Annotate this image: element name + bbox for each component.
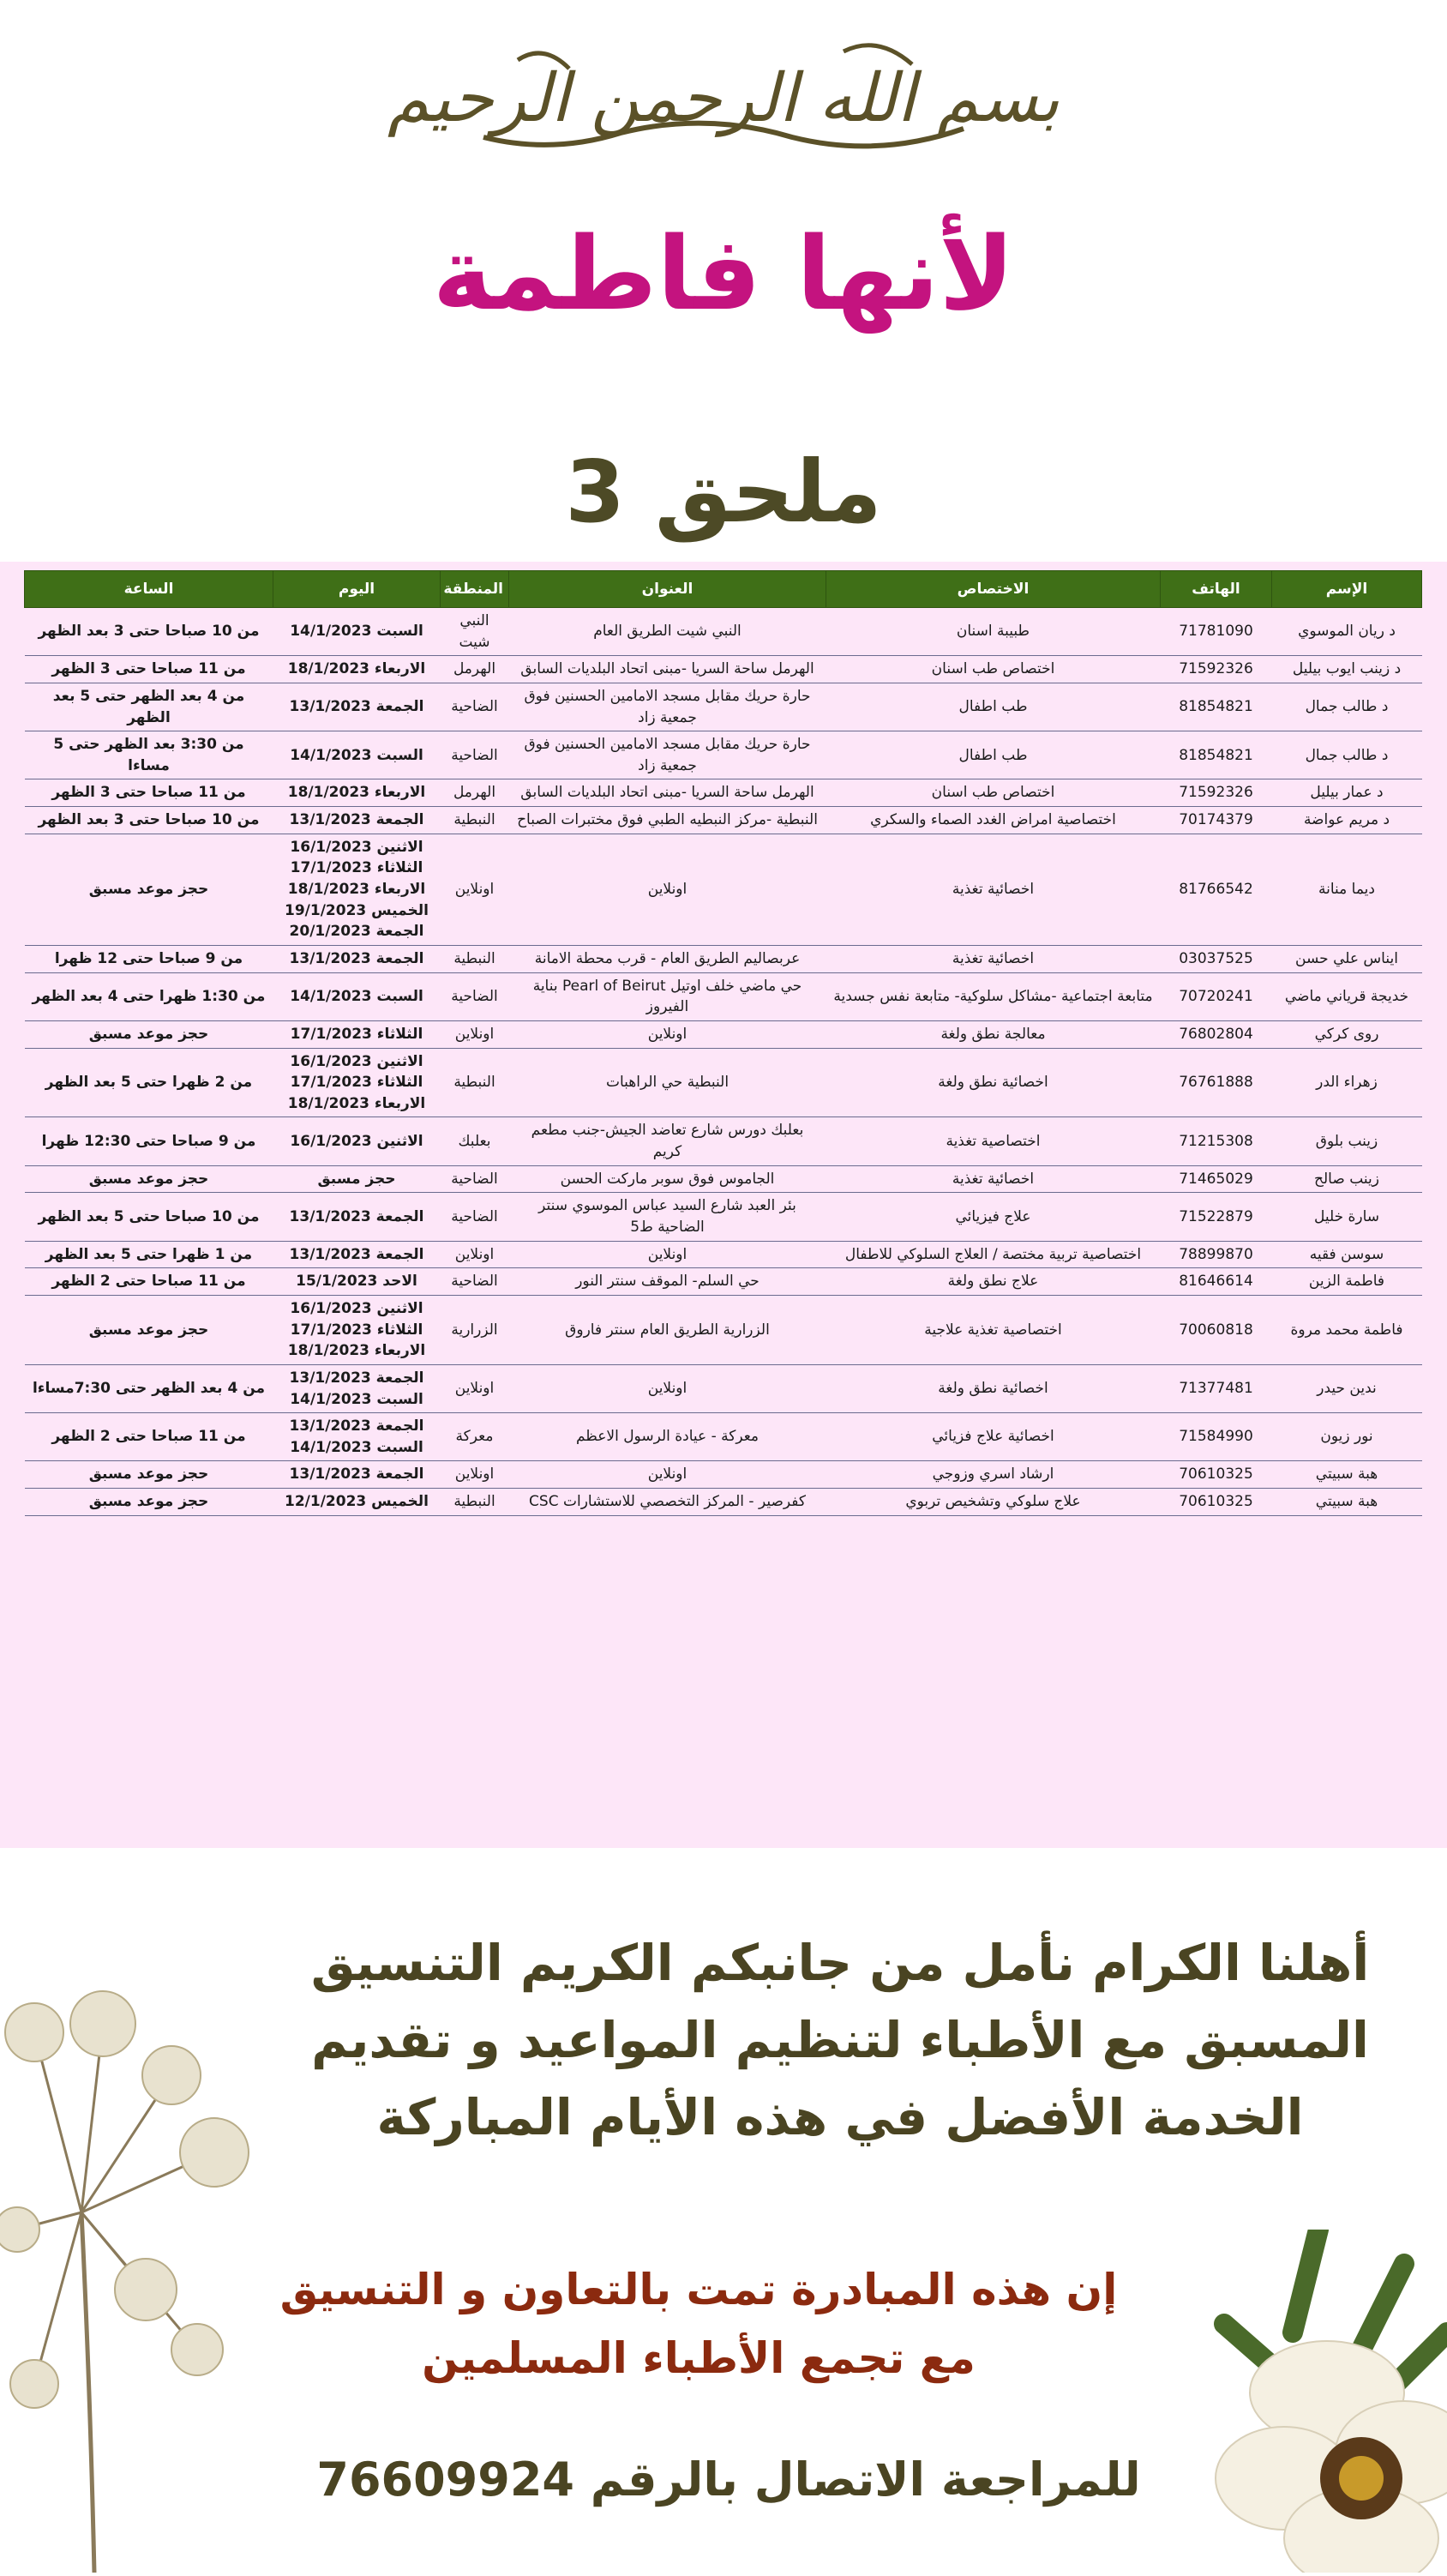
cell-area: الهرمل [441, 656, 509, 683]
cell-address: حارة حريك مقابل مسجد الامامين الحسنين فوق جمعية زاد [509, 731, 826, 779]
message-note: إن هذه المبادرة تمت بالتعاون و التنسيق مع تجمع الأطباء المسلمين [279, 2265, 1118, 2383]
cell-time: من 2 ظهرا حتى 5 بعد الظهر [25, 1048, 273, 1117]
day-line: حجز مسبق [317, 1170, 396, 1188]
cell-specialty: اخصائية تغذية [826, 1165, 1161, 1193]
cell-name: د طالب جمال [1272, 683, 1422, 731]
cell-address: الهرمل ساحة السريا -مبنى اتحاد البلديات السابق [509, 656, 826, 683]
day-line: الاثنين 16/1/2023 [290, 838, 423, 856]
cell-name: د طالب جمال [1272, 731, 1422, 779]
cell-phone: 71215308 [1161, 1117, 1272, 1165]
cell-name: د زينب ايوب بيليل [1272, 656, 1422, 683]
table-row [25, 1413, 1422, 1461]
cell-phone: 81854821 [1161, 731, 1272, 779]
day-line: الثلاثاء 17/1/2023 [290, 859, 423, 877]
table-row [25, 608, 1422, 656]
table-row [25, 1489, 1422, 1516]
cell-area: الهرمل [441, 779, 509, 807]
cell-specialty: اختصاصية امراض الغدد الصماء والسكري [826, 807, 1161, 834]
cell-address: حارة حريك مقابل مسجد الامامين الحسنين فوق جمعية زاد [509, 683, 826, 731]
cell-time: حجز موعد مسبق [25, 1461, 273, 1489]
cell-area: الضاحية [441, 972, 509, 1020]
dried-flower-illustration [0, 1955, 274, 2573]
cell-area: الضاحية [441, 1165, 509, 1193]
doctors-table [24, 570, 1422, 1516]
cell-time: من 9 صباحا حتى 12 ظهرا [25, 945, 273, 972]
day-line: الجمعة 13/1/2023 [289, 1245, 424, 1263]
message-body: أهلنا الكرام نأمل من جانبكم الكريم التنسيق المسبق مع الأطباء لتنظيم المواعيد و تقديم الخدمة الأفضل في هذه الأيام المباركة [310, 1934, 1370, 2146]
cell-day [273, 972, 441, 1020]
table-header-row [25, 571, 1422, 608]
cell-address: الهرمل ساحة السريا -مبنى اتحاد البلديات السابق [509, 779, 826, 807]
cell-name: زينب بلوق [1272, 1117, 1422, 1165]
page-subtitle: ملحق 3 [565, 442, 882, 542]
cell-area: الضاحية [441, 683, 509, 731]
cell-address: عربصاليم الطريق العام - قرب محطة الامانة [509, 945, 826, 972]
cell-name: خديجة قرياني ماضي [1272, 972, 1422, 1020]
cell-address: معركة - عيادة الرسول الاعظم [509, 1413, 826, 1461]
cell-day [273, 1117, 441, 1165]
cell-time: من 10 صباحا حتى 3 بعد الظهر [25, 608, 273, 656]
table-row [25, 683, 1422, 731]
cell-day [273, 945, 441, 972]
cell-area: معركة [441, 1413, 509, 1461]
cell-address: النبطية -مركز النبطيه الطبي فوق مختبرات الصباح [509, 807, 826, 834]
table-row [25, 1117, 1422, 1165]
col-header-day: اليوم [273, 571, 441, 608]
cell-day [273, 731, 441, 779]
cell-address: بئر العبد شارع السيد عباس الموسوي سنتر الضاحية ط5 [509, 1193, 826, 1241]
day-line: السبت 14/1/2023 [290, 1438, 423, 1456]
cell-day [273, 1193, 441, 1241]
cell-name: د عمار بيليل [1272, 779, 1422, 807]
cell-specialty: اختصاص طب اسنان [826, 779, 1161, 807]
cell-phone: 71781090 [1161, 608, 1272, 656]
table-row [25, 807, 1422, 834]
day-line: الاربعاء 18/1/2023 [287, 784, 426, 802]
day-line: الاربعاء 18/1/2023 [287, 881, 426, 899]
cell-day [273, 1461, 441, 1489]
cell-time: من 10 صباحا حتى 5 بعد الظهر [25, 1193, 273, 1241]
cell-day [273, 1020, 441, 1048]
cell-address: الجاموس فوق سوبر ماركت الحسن [509, 1165, 826, 1193]
day-line: السبت 14/1/2023 [290, 987, 423, 1005]
cell-address: النبطية حي الراهبات [509, 1048, 826, 1117]
cell-phone: 78899870 [1161, 1241, 1272, 1268]
cell-day [273, 608, 441, 656]
cell-name: فاطمة محمد مروة [1272, 1295, 1422, 1364]
cell-day [273, 656, 441, 683]
cell-day [273, 1364, 441, 1412]
cell-specialty: اخصائية تغذية [826, 945, 1161, 972]
cell-time: من 1 ظهرا حتى 5 بعد الظهر [25, 1241, 273, 1268]
cell-specialty: ارشاد اسري وزوجي [826, 1461, 1161, 1489]
day-line: الاربعاء 18/1/2023 [287, 1342, 426, 1360]
day-line: الاثنين 16/1/2023 [290, 1299, 423, 1317]
cell-address: حي السلم- الموقف سنتر النور [509, 1268, 826, 1296]
cell-phone: 76761888 [1161, 1048, 1272, 1117]
cell-area: اونلاين [441, 834, 509, 945]
cell-time: حجز موعد مسبق [25, 834, 273, 945]
col-header-phone: الهاتف [1161, 571, 1272, 608]
cell-day [273, 1295, 441, 1364]
day-line: الجمعة 13/1/2023 [289, 698, 424, 716]
cell-name: هبة سبيتي [1272, 1489, 1422, 1516]
cell-name: هبة سبيتي [1272, 1461, 1422, 1489]
cell-time: حجز موعد مسبق [25, 1489, 273, 1516]
cell-name: د ريان الموسوي [1272, 608, 1422, 656]
cell-name: سارة خليل [1272, 1193, 1422, 1241]
cell-time: من 3:30 بعد الظهر حتى 5 مساءا [25, 731, 273, 779]
table-row [25, 1241, 1422, 1268]
day-line: الجمعة 13/1/2023 [289, 811, 424, 829]
doctors-table-panel [0, 562, 1447, 1848]
page-title: لأنها فاطمة [432, 214, 1015, 333]
cell-address: النبي شيت الطريق العام [509, 608, 826, 656]
day-line: السبت 14/1/2023 [290, 623, 423, 641]
day-line: الجمعة 13/1/2023 [289, 1417, 424, 1435]
col-header-name: الإسم [1272, 571, 1422, 608]
cell-phone: 03037525 [1161, 945, 1272, 972]
cell-address: اونلاين [509, 834, 826, 945]
cell-time: من 10 صباحا حتى 3 بعد الظهر [25, 807, 273, 834]
table-row [25, 656, 1422, 683]
white-flower-illustration [1190, 2230, 1447, 2573]
day-line: الخميس 19/1/2023 [285, 901, 429, 919]
cell-name: فاطمة الزين [1272, 1268, 1422, 1296]
cell-specialty: اختصاص طب اسنان [826, 656, 1161, 683]
cell-area: الضاحية [441, 1193, 509, 1241]
day-line: الاربعاء 18/1/2023 [287, 660, 426, 678]
cell-specialty: علاج سلوكي وتشخيص تربوي [826, 1489, 1161, 1516]
cell-time: من 11 صباحا حتى 2 الظهر [25, 1268, 273, 1296]
cell-name: روى كركي [1272, 1020, 1422, 1048]
basmala-text: بسم الله الرحمن الرحيم [387, 60, 1060, 137]
table-row [25, 972, 1422, 1020]
cell-phone: 70610325 [1161, 1489, 1272, 1516]
day-line: الخميس 12/1/2023 [285, 1493, 429, 1511]
table-row [25, 1364, 1422, 1412]
cell-area: الزرارية [441, 1295, 509, 1364]
cell-phone: 81766542 [1161, 834, 1272, 945]
cell-phone: 71584990 [1161, 1413, 1272, 1461]
table-row [25, 1461, 1422, 1489]
cell-day [273, 1048, 441, 1117]
cell-phone: 71592326 [1161, 656, 1272, 683]
cell-phone: 70720241 [1161, 972, 1272, 1020]
cell-phone: 71377481 [1161, 1364, 1272, 1412]
day-line: السبت 14/1/2023 [290, 1390, 423, 1408]
cell-address: اونلاين [509, 1241, 826, 1268]
table-row [25, 1295, 1422, 1364]
cell-day [273, 1268, 441, 1296]
col-header-specialty: الاختصاص [826, 571, 1161, 608]
cell-specialty: اخصائية علاج فزيائي [826, 1413, 1161, 1461]
table-row [25, 1048, 1422, 1117]
cell-phone: 71465029 [1161, 1165, 1272, 1193]
cell-specialty: اخصائية تغذية [826, 834, 1161, 945]
table-row [25, 731, 1422, 779]
cell-name: نور زيون [1272, 1413, 1422, 1461]
cell-area: اونلاين [441, 1364, 509, 1412]
cell-name: د مريم عواضة [1272, 807, 1422, 834]
day-line: الجمعة 13/1/2023 [289, 1369, 424, 1387]
cell-address: اونلاين [509, 1020, 826, 1048]
cell-time: حجز موعد مسبق [25, 1295, 273, 1364]
cell-time: من 4 بعد الظهر حتى 5 بعد الظهر [25, 683, 273, 731]
day-line: الثلاثاء 17/1/2023 [290, 1074, 423, 1092]
cell-time: من 11 صباحا حتى 3 الظهر [25, 779, 273, 807]
table-row [25, 945, 1422, 972]
cell-specialty: علاج فيزيائي [826, 1193, 1161, 1241]
cell-phone: 71592326 [1161, 779, 1272, 807]
cell-specialty: طبيبة اسنان [826, 608, 1161, 656]
cell-time: حجز موعد مسبق [25, 1020, 273, 1048]
table-row [25, 1268, 1422, 1296]
cell-day [273, 779, 441, 807]
cell-area: الضاحية [441, 1268, 509, 1296]
table-row [25, 779, 1422, 807]
cell-specialty: اختصاصية تغذية علاجية [826, 1295, 1161, 1364]
cell-area: الضاحية [441, 731, 509, 779]
cell-area: النبطية [441, 945, 509, 972]
cell-name: ندين حيدر [1272, 1364, 1422, 1412]
cell-area: النبي شيت [441, 608, 509, 656]
cell-specialty: اخصائية نطق ولغة [826, 1364, 1161, 1412]
cell-address: حي ماضي خلف اوتيل Pearl of Beirut بناية الفيروز [509, 972, 826, 1020]
cell-phone: 81854821 [1161, 683, 1272, 731]
cell-time: حجز موعد مسبق [25, 1165, 273, 1193]
day-line: الثلاثاء 17/1/2023 [290, 1025, 423, 1043]
day-line: الجمعة 13/1/2023 [289, 1207, 424, 1225]
day-line: الاثنين 16/1/2023 [290, 1052, 423, 1070]
cell-address: الزرارية الطريق العام سنتر فاروق [509, 1295, 826, 1364]
day-line: الثلاثاء 17/1/2023 [290, 1321, 423, 1339]
basmala-calligraphy [0, 26, 1447, 172]
cell-day [273, 1165, 441, 1193]
day-line: الاحد 15/1/2023 [296, 1273, 417, 1291]
cell-specialty: اختصاصية تربية مختصة / العلاج السلوكي للاطفال [826, 1241, 1161, 1268]
cell-specialty: اختصاصية تغذية [826, 1117, 1161, 1165]
cell-day [273, 683, 441, 731]
cell-area: النبطية [441, 1048, 509, 1117]
table-body [25, 608, 1422, 1516]
cell-time: من 11 صباحا حتى 3 الظهر [25, 656, 273, 683]
cell-phone: 71522879 [1161, 1193, 1272, 1241]
contact-line: للمراجعة الاتصال بالرقم 76609924 [316, 2453, 1141, 2507]
cell-specialty: اخصائية نطق ولغة [826, 1048, 1161, 1117]
cell-area: اونلاين [441, 1020, 509, 1048]
cell-area: بعلبك [441, 1117, 509, 1165]
cell-address: اونلاين [509, 1461, 826, 1489]
table-row [25, 1165, 1422, 1193]
cell-area: اونلاين [441, 1461, 509, 1489]
table-row [25, 834, 1422, 945]
cell-time: من 4 بعد الظهر حتى 7:30مساءا [25, 1364, 273, 1412]
cell-day [273, 807, 441, 834]
cell-name: زينب صالح [1272, 1165, 1422, 1193]
cell-specialty: معالجة نطق ولغة [826, 1020, 1161, 1048]
day-line: السبت 14/1/2023 [290, 746, 423, 764]
cell-time: من 1:30 ظهرا حتى 4 بعد الظهر [25, 972, 273, 1020]
calligraphy-ornament [449, 26, 998, 172]
cell-area: النبطية [441, 1489, 509, 1516]
cell-address: اونلاين [509, 1364, 826, 1412]
cell-specialty: متابعة اجتماعية -مشاكل سلوكية- متابعة نفس جسدية [826, 972, 1161, 1020]
cell-specialty: طب اطفال [826, 731, 1161, 779]
cell-phone: 76802804 [1161, 1020, 1272, 1048]
day-line: الاربعاء 18/1/2023 [287, 1094, 426, 1112]
cell-area: اونلاين [441, 1241, 509, 1268]
cell-day [273, 1241, 441, 1268]
cell-specialty: طب اطفال [826, 683, 1161, 731]
cell-time: من 9 صباحا حتى 12:30 ظهرا [25, 1117, 273, 1165]
cell-name: ايناس علي حسن [1272, 945, 1422, 972]
cell-phone: 70610325 [1161, 1461, 1272, 1489]
cell-name: ديما منانة [1272, 834, 1422, 945]
cell-address: كفرصير - المركز التخصصي للاستشارات CSC [509, 1489, 826, 1516]
day-line: الاثنين 16/1/2023 [290, 1132, 423, 1150]
col-header-time: الساعة [25, 571, 273, 608]
col-header-area: المنطقة [441, 571, 509, 608]
cell-specialty: علاج نطق ولغة [826, 1268, 1161, 1296]
cell-phone: 70060818 [1161, 1295, 1272, 1364]
cell-day [273, 834, 441, 945]
table-row [25, 1020, 1422, 1048]
cell-phone: 81646614 [1161, 1268, 1272, 1296]
day-line: الجمعة 13/1/2023 [289, 1466, 424, 1484]
cell-area: النبطية [441, 807, 509, 834]
cell-day [273, 1489, 441, 1516]
cell-time: من 11 صباحا حتى 2 الظهر [25, 1413, 273, 1461]
cell-address: بعلبك دورس شارع تعاضد الجيش-جنب مطعم كريم [509, 1117, 826, 1165]
day-line: الجمعة 13/1/2023 [289, 949, 424, 967]
cell-name: سوسن فقيه [1272, 1241, 1422, 1268]
col-header-address: العنوان [509, 571, 826, 608]
table-row [25, 1193, 1422, 1241]
cell-phone: 70174379 [1161, 807, 1272, 834]
cell-name: زهراء الدر [1272, 1048, 1422, 1117]
cell-day [273, 1413, 441, 1461]
day-line: الجمعة 20/1/2023 [289, 923, 424, 941]
